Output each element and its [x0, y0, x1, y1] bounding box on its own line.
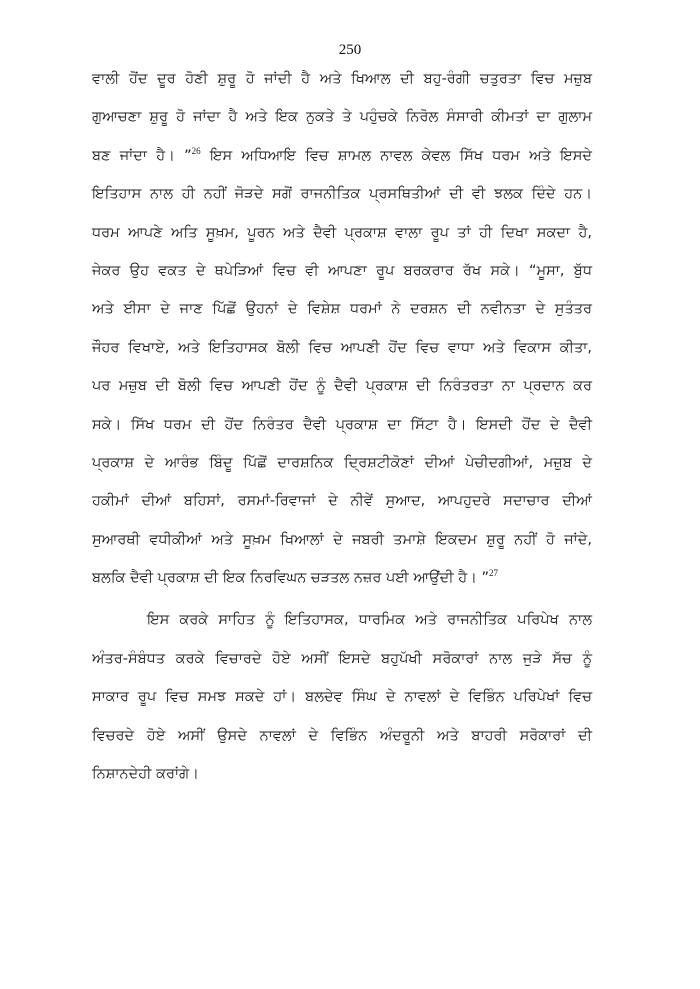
paragraph-1 [92, 64, 592, 601]
text-line [92, 141, 592, 179]
text-segment: ਬਲਕਿ ਦੈਵੀ ਪ੍ਰਕਾਸ਼ ਦੀ ਇਕ ਨਿਰਵਿਘਨ ਚੜਤਲ ਨਜ਼ਰ ਪਈ ਆਉਂਦੀ ਹੈ। ” [92, 570, 490, 587]
text-line [92, 563, 592, 601]
text-line: ਧਰਮ ਆਪਣੇ ਅਤਿ ਸੂਖ਼ਮ, ਪੂਰਨ ਅਤੇ ਦੈਵੀ ਪ੍ਰਕਾਸ਼ ਵਾਲਾ ਰੂਪ ਤਾਂ ਹੀ ਦਿਖਾ ਸਕਦਾ ਹੈ, [92, 224, 592, 241]
text-line: ਜੌਹਰ ਵਿਖਾਏ, ਅਤੇ ਇਤਿਹਾਸਕ ਬੋਲੀ ਵਿਚ ਆਪਣੀ ਹੋਂਦ ਵਿਚ ਵਾਧਾ ਅਤੇ ਵਿਕਾਸ ਕੀਤਾ, [92, 339, 592, 356]
text-line: ਅੰਤਰ-ਸੰਬੰਧਤ ਕਰਕੇ ਵਿਚਾਰਦੇ ਹੋਏ ਅਸੀਂ ਇਸਦੇ ਬਹੁਪੱਖੀ ਸਰੋਕਾਰਾਂ ਨਾਲ ਜੁੜੇ ਸੱਚ ਨੂੰ [92, 650, 592, 667]
text-line: ਵਿਚਰਦੇ ਹੋਏ ਅਸੀਂ ਉਸਦੇ ਨਾਵਲਾਂ ਦੇ ਵਿਭਿੰਨ ਅੰਦਰੂਨੀ ਅਤੇ ਬਾਹਰੀ ਸਰੋਕਾਰਾਂ ਦੀ [92, 727, 592, 744]
page-number: 250 [338, 42, 362, 58]
text-line: ਜੇਕਰ ਉਹ ਵਕਤ ਦੇ ਥਪੇੜਿਆਂ ਵਿਚ ਵੀ ਆਪਣਾ ਰੂਪ ਬਰਕਰਾਰ ਰੱਖ ਸਕੇ। “ਮੂਸਾ, ਬੁੱਧ [92, 262, 592, 279]
footnote-ref: 26 [191, 145, 201, 156]
text-line: ਹਕੀਮਾਂ ਦੀਆਂ ਬਹਿਸਾਂ, ਰਸਮਾਂ-ਰਿਵਾਜਾਂ ਦੇ ਨੀਵੇਂ ਸੁਆਦ, ਆਪਹੁਦਰੇ ਸਦਾਚਾਰ ਦੀਆਂ [92, 493, 592, 510]
footnote-ref: 27 [489, 568, 499, 579]
text-line: ਨਿਸ਼ਾਨਦੇਹੀ ਕਰਾਂਗੇ। [92, 766, 199, 783]
text-line: ਸਕੇ। ਸਿੱਖ ਧਰਮ ਦੀ ਹੋਂਦ ਨਿਰੰਤਰ ਦੈਵੀ ਪ੍ਰਕਾਸ਼ ਦਾ ਸਿੱਟਾ ਹੈ। ਇਸਦੀ ਹੋਂਦ ਦੇ ਦੈਵੀ [92, 416, 592, 433]
text-segment: ਬਣ ਜਾਂਦਾ ਹੈ। ” [92, 147, 192, 164]
text-segment: ਇਸ ਅਧਿਆਇ ਵਿਚ ਸ਼ਾਮਲ ਨਾਵਲ ਕੇਵਲ ਸਿੱਖ ਧਰਮ ਅਤੇ ਇਸਦੇ [200, 147, 592, 164]
text-line: ਇਸ ਕਰਕੇ ਸਾਹਿਤ ਨੂੰ ਇਤਿਹਾਸਕ, ਧਾਰਮਿਕ ਅਤੇ ਰਾਜਨੀਤਿਕ ਪਰਿਪੇਖ ਨਾਲ [147, 612, 592, 629]
text-line: ਪ੍ਰਕਾਸ਼ ਦੇ ਆਰੰਭ ਬਿੰਦੂ ਪਿੱਛੋਂ ਦਾਰਸ਼ਨਿਕ ਦ੍ਰਿਸ਼ਟੀਕੋਣਾਂ ਦੀਆਂ ਪੇਚੀਦਗੀਆਂ, ਮਜ਼ੁਬ ਦੇ [92, 454, 592, 471]
text-line: ਅਤੇ ਈਸਾ ਦੇ ਜਾਣ ਪਿੱਛੋਂ ਉਹਨਾਂ ਦੇ ਵਿਸ਼ੇਸ਼ ਧਰਮਾਂ ਨੇ ਦਰਸ਼ਨ ਦੀ ਨਵੀਨਤਾ ਦੇ ਸੁਤੰਤਰ [92, 301, 592, 318]
text-line: ਇਤਿਹਾਸ ਨਾਲ ਹੀ ਨਹੀਂ ਜੋੜਦੇ ਸਗੋਂ ਰਾਜਨੀਤਿਕ ਪ੍ਰਸਥਿਤੀਆਂ ਦੀ ਵੀ ਝਲਕ ਦਿੰਦੇ ਹਨ। [92, 186, 592, 203]
text-line: ਵਾਲੀ ਹੋਂਦ ਦੂਰ ਹੋਣੀ ਸ਼ੁਰੂ ਹੋ ਜਾਂਦੀ ਹੈ ਅਤੇ ਖਿਆਲ ਦੀ ਬਹੁ-ਰੰਗੀ ਚਤੁਰਤਾ ਵਿਚ ਮਜ਼ੁਬ [92, 71, 592, 87]
paragraph-2 [92, 605, 592, 797]
text-line: ਪਰ ਮਜ਼ੁਬ ਦੀ ਬੋਲੀ ਵਿਚ ਆਪਣੀ ਹੋਂਦ ਨੂੰ ਦੈਵੀ ਪ੍ਰਕਾਸ਼ ਦੀ ਨਿਰੰਤਰਤਾ ਨਾ ਪ੍ਰਦਾਨ ਕਰ [92, 378, 592, 395]
text-line: ਸਾਕਾਰ ਰੂਪ ਵਿਚ ਸਮਝ ਸਕਦੇ ਹਾਂ। ਬਲਦੇਵ ਸਿੰਘ ਦੇ ਨਾਵਲਾਂ ਦੇ ਵਿਭਿੰਨ ਪਰਿਪੇਖਾਂ ਵਿਚ [92, 689, 592, 706]
text-line: ਸੁਆਰਥੀ ਵਧੀਕੀਆਂ ਅਤੇ ਸੂਖ਼ਮ ਖਿਆਲਾਂ ਦੇ ਜਬਰੀ ਤਮਾਸ਼ੇ ਇਕਦਮ ਸ਼ੁਰੂ ਨਹੀਂ ਹੋ ਜਾਂਦੇ, [92, 531, 592, 548]
body-text [92, 64, 592, 797]
text-line: ਗੁਆਚਣਾ ਸ਼ੁਰੂ ਹੋ ਜਾਂਦਾ ਹੈ ਅਤੇ ਇਕ ਨੁਕਤੇ ਤੇ ਪਹੁੰਚਕੇ ਨਿਰੋਲ ਸੰਸਾਰੀ ਕੀਮਤਾਂ ਦਾ ਗੁਲਾਮ [92, 109, 592, 126]
